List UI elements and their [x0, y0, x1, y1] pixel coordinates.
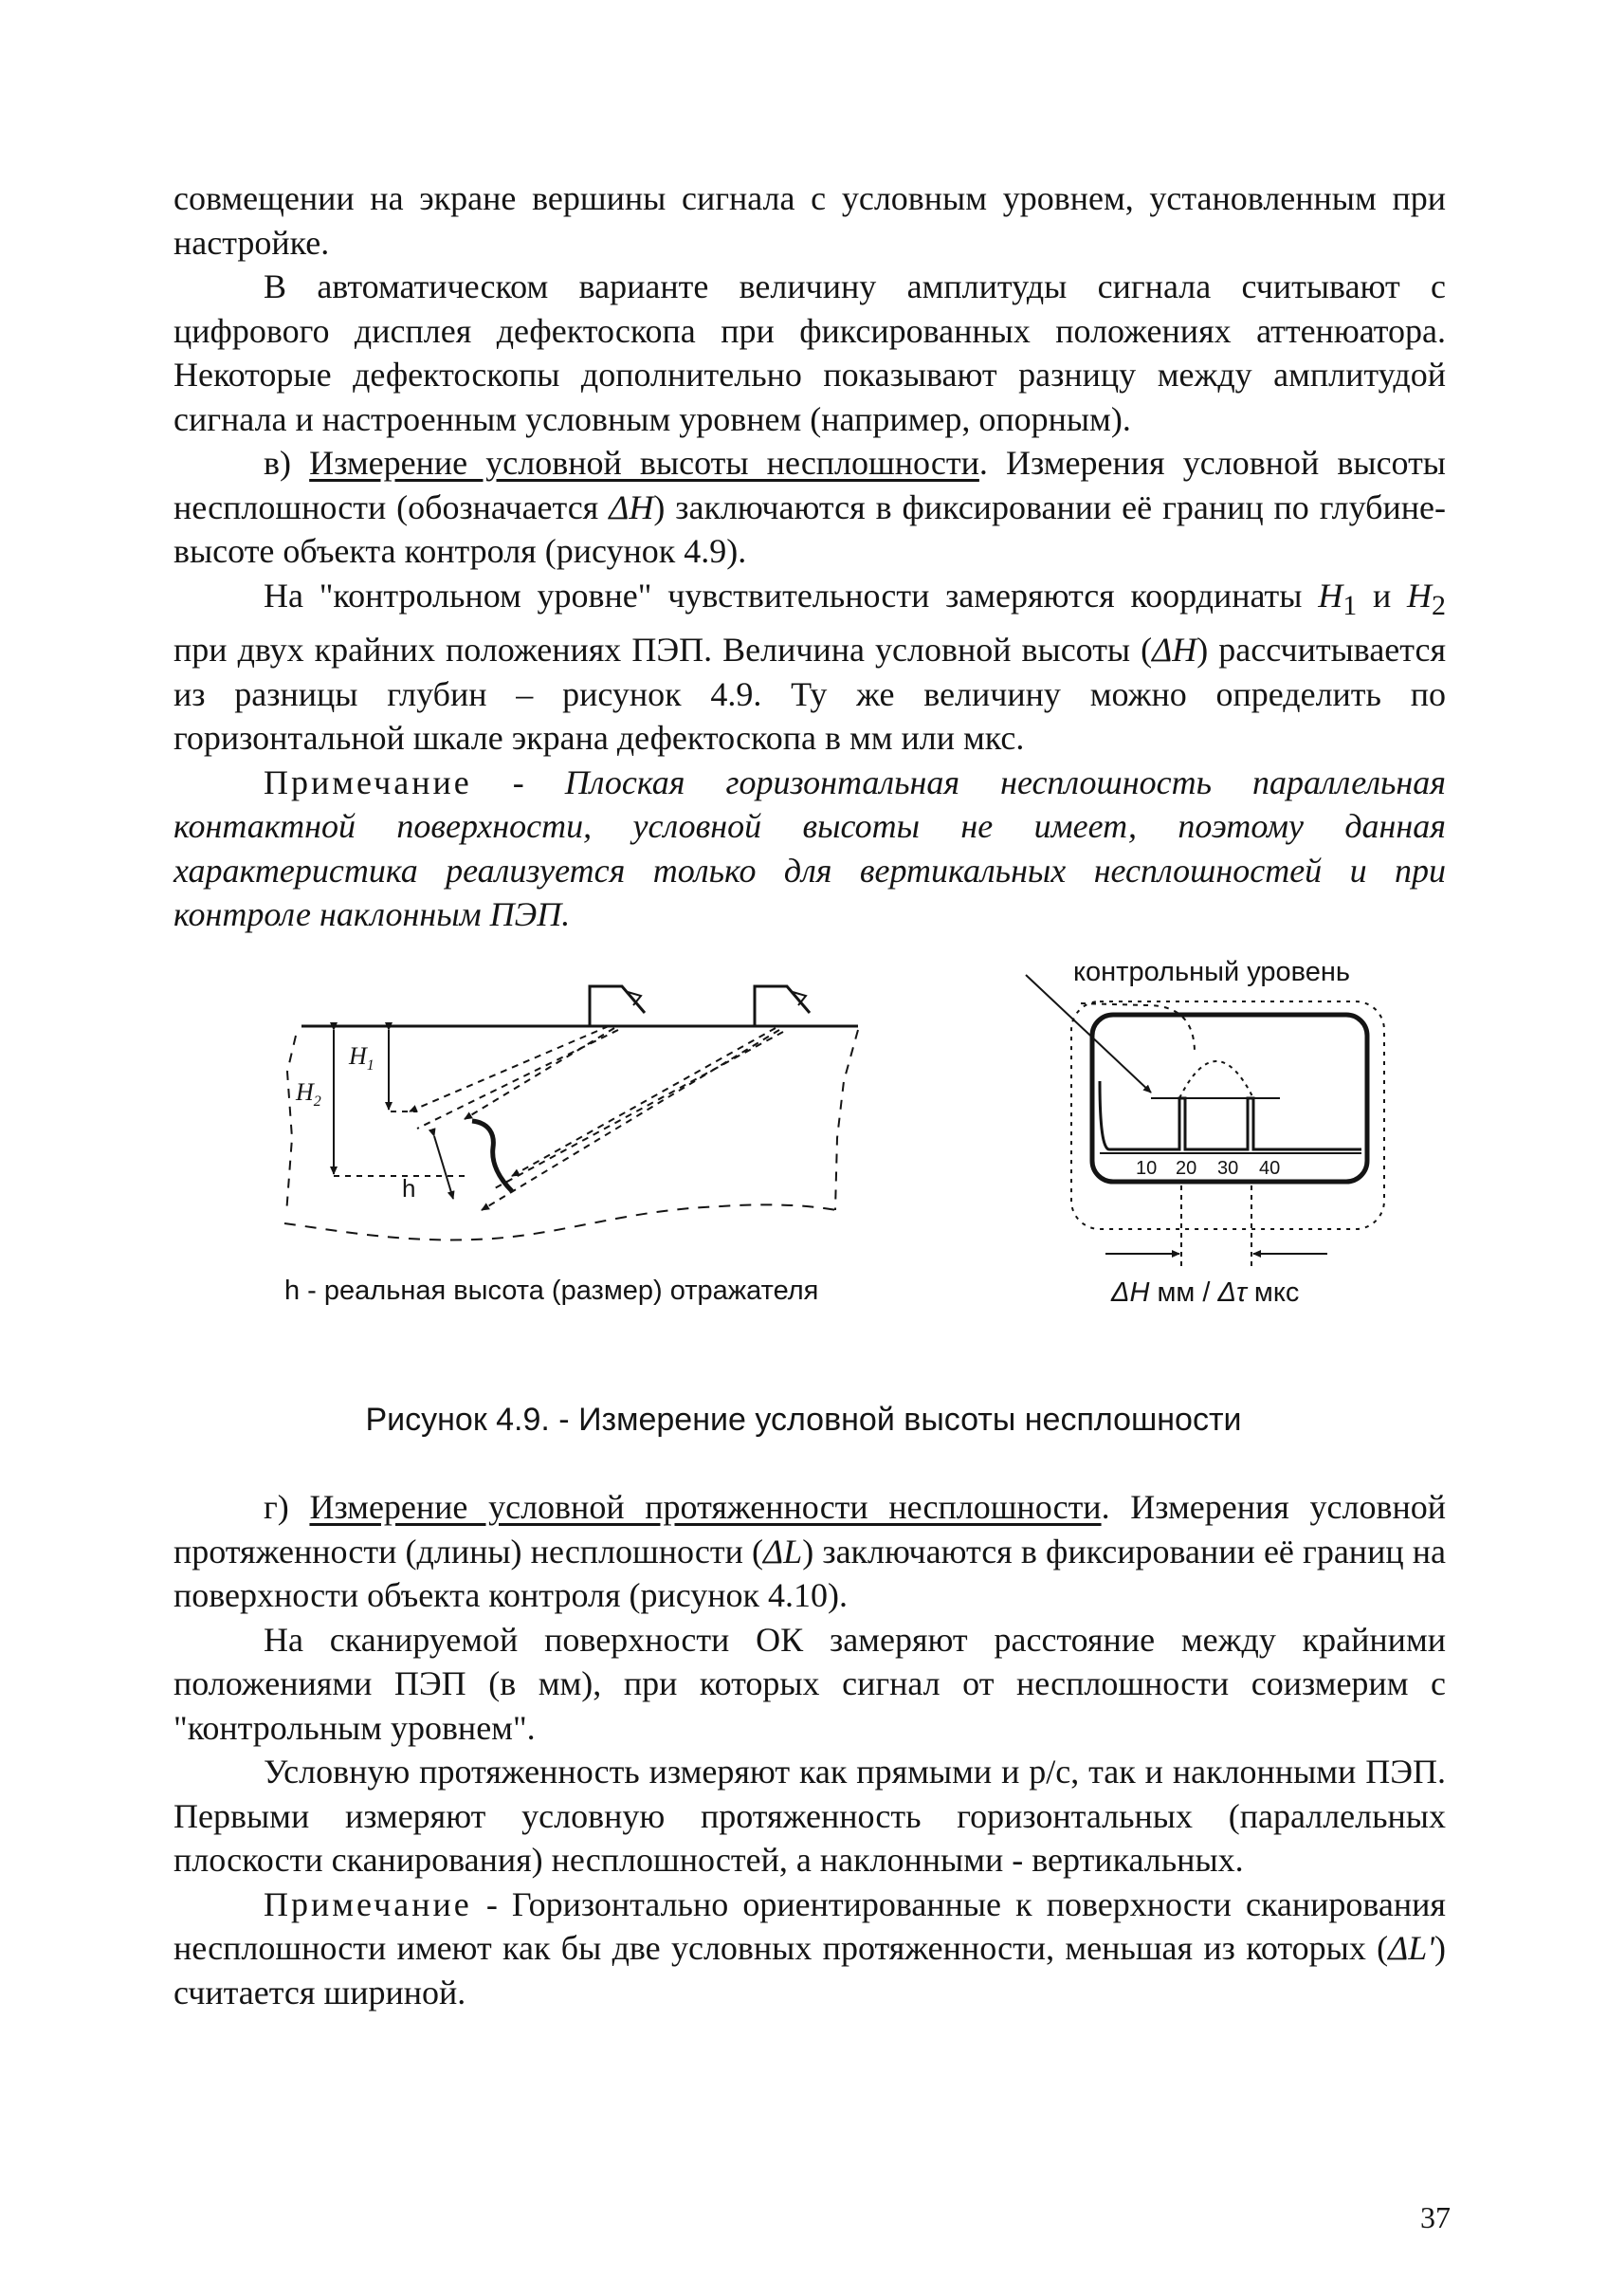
- left-diagram-caption: h - реальная высота (размер) отражателя: [284, 1276, 819, 1306]
- screen-outer-dotted-frame: [1071, 1001, 1384, 1229]
- probe-2-icon: [755, 986, 810, 1026]
- specimen-diagram: [284, 986, 858, 1240]
- note-2: [173, 1883, 1446, 2015]
- paragraph-3-text-b: ) заключаются в фиксировании её границ по глубине-высоте объекта контроля (рисунок 4.9).: [173, 487, 1446, 570]
- paragraph-4-text-d: ) рассчитывается из разницы глубин – рисунок 4.9. Ту же величину можно определить по горизонтальной шкале экрана дефектоскопа в мм или мкс.: [173, 631, 1446, 758]
- specimen-bottom-edge: [284, 1204, 836, 1240]
- specimen-left-edge: [286, 1036, 296, 1214]
- paragraph-3: [173, 441, 1446, 574]
- note-2-text-a: Горизонтально ориентированные к поверхности сканирования несплошности имеют как бы две условных протяженности, меньшая из которых (: [173, 1884, 1446, 1967]
- delta-h-symbol-2: ΔH: [1152, 631, 1197, 670]
- figure-drawing: [0, 948, 1607, 1347]
- figure-4-9: [0, 948, 1607, 1347]
- section-heading-height: Измерение условной высоты несплошности: [309, 444, 979, 482]
- delta-h-symbol: ΔH: [609, 487, 654, 526]
- paragraph-5: [173, 1485, 1446, 1618]
- note-2-label: Примечание: [264, 1884, 472, 1923]
- label-h: h: [402, 1174, 416, 1203]
- paragraph-4-text-b: и: [1357, 576, 1407, 615]
- paragraph-6: На сканируемой поверхности ОК замеряют расстояние между крайними положениями ПЭП (в мм), при которых сигнал от несплошности соизмерим с "контрольным уровнем".: [173, 1620, 1446, 1747]
- paragraph-4: [173, 574, 1446, 761]
- label-h2: $H_2$: [296, 1078, 321, 1110]
- note-1-text: Плоская горизонтальная несплошность параллельная контактной поверхности, условной высоты не имеет, поэтому данная характеристика реализуется только для вертикальных несплошностей и при контроле наклонным ПЭП.: [173, 762, 1446, 934]
- specimen-labels: [284, 1042, 818, 1306]
- h1-symbol: H: [1318, 576, 1343, 615]
- envelope-curve: [1179, 1061, 1253, 1098]
- h2-symbol: H: [1407, 576, 1432, 615]
- h1-subscript: 1: [1342, 589, 1358, 621]
- scale-tick-40: 40: [1259, 1158, 1281, 1179]
- figure-caption: Рисунок 4.9. - Измерение условной высоты несплошности: [365, 1402, 1242, 1438]
- paragraph-2: В автоматическом варианте величину амплитуды сигнала считывают с цифрового дисплея дефектоскопа при фиксированных положениях аттенюатора. Некоторые дефектоскопы дополнительно показывают разницу между амплитудой сигнала и настроенным условным уровнем (например, опорным).: [173, 267, 1446, 438]
- item-prefix-g: г): [264, 1488, 310, 1526]
- a-scan-signal: [1100, 1081, 1361, 1149]
- paragraph-5-text-b: ) заключаются в фиксировании её границ на поверхности объекта контроля (рисунок 4.10).: [173, 1532, 1446, 1614]
- screen-scale-ticks: [1136, 1158, 1280, 1179]
- paragraph-3-text-a: . Измерения условной высоты несплошности (обозначается: [173, 444, 1446, 526]
- note-2-dash: -: [471, 1884, 512, 1923]
- detector-screen-diagram: [1026, 957, 1384, 1308]
- section-heading-length: Измерение условной протяженности несплошности: [309, 1488, 1102, 1526]
- reflector-crack: [472, 1121, 512, 1191]
- h2-subscript: 2: [1432, 589, 1446, 621]
- delta-l-prime-symbol: ΔL': [1388, 1929, 1434, 1967]
- beam-rays-probe-2: [482, 1028, 783, 1210]
- scale-tick-30: 30: [1217, 1158, 1239, 1179]
- scale-tick-10: 10: [1136, 1158, 1158, 1179]
- control-level-curve: [1081, 1003, 1195, 1053]
- paragraph-4-text-c: при двух крайних положениях ПЭП. Величина условной высоты (: [173, 631, 1153, 670]
- text-block-top: [173, 176, 1446, 937]
- control-level-pointer: [1026, 975, 1151, 1093]
- note-2-text-b: ) считается шириной.: [173, 1929, 1446, 2011]
- note-1: [173, 761, 1446, 937]
- paragraph-4-text-a: На "контрольном уровне" чувствительности замеряются координаты: [264, 576, 1319, 615]
- text-block-bottom: [173, 1485, 1446, 2014]
- beam-rays-probe-1: [410, 1026, 618, 1129]
- paragraph-1: совмещении на экране вершины сигнала с условным уровнем, установленным при настройке.: [173, 179, 1446, 262]
- scale-tick-20: 20: [1176, 1158, 1197, 1179]
- right-diagram-caption: ΔH мм / Δτ мкс: [1111, 1277, 1300, 1308]
- paragraph-5-text-a: . Измерения условной протяженности (длины) несплошности (: [173, 1488, 1446, 1570]
- page-number: 37: [1420, 2200, 1451, 2234]
- label-h1: $H_1$: [349, 1042, 374, 1074]
- delta-l-symbol: ΔL: [763, 1532, 803, 1570]
- probe-1-icon: [590, 986, 645, 1026]
- specimen-right-edge: [835, 1030, 858, 1210]
- control-level-title: контрольный уровень: [1073, 957, 1350, 987]
- note-1-label: Примечание: [264, 762, 472, 801]
- item-prefix-v: в): [264, 444, 310, 482]
- note-1-dash: -: [471, 762, 565, 801]
- paragraph-7: Условную протяженность измеряют как прямыми и р/с, так и наклонными ПЭП. Первыми измеряют условную протяженность горизонтальных (параллельных плоскости сканирования) несплошностей, а наклонными - вертикальных.: [173, 1753, 1446, 1879]
